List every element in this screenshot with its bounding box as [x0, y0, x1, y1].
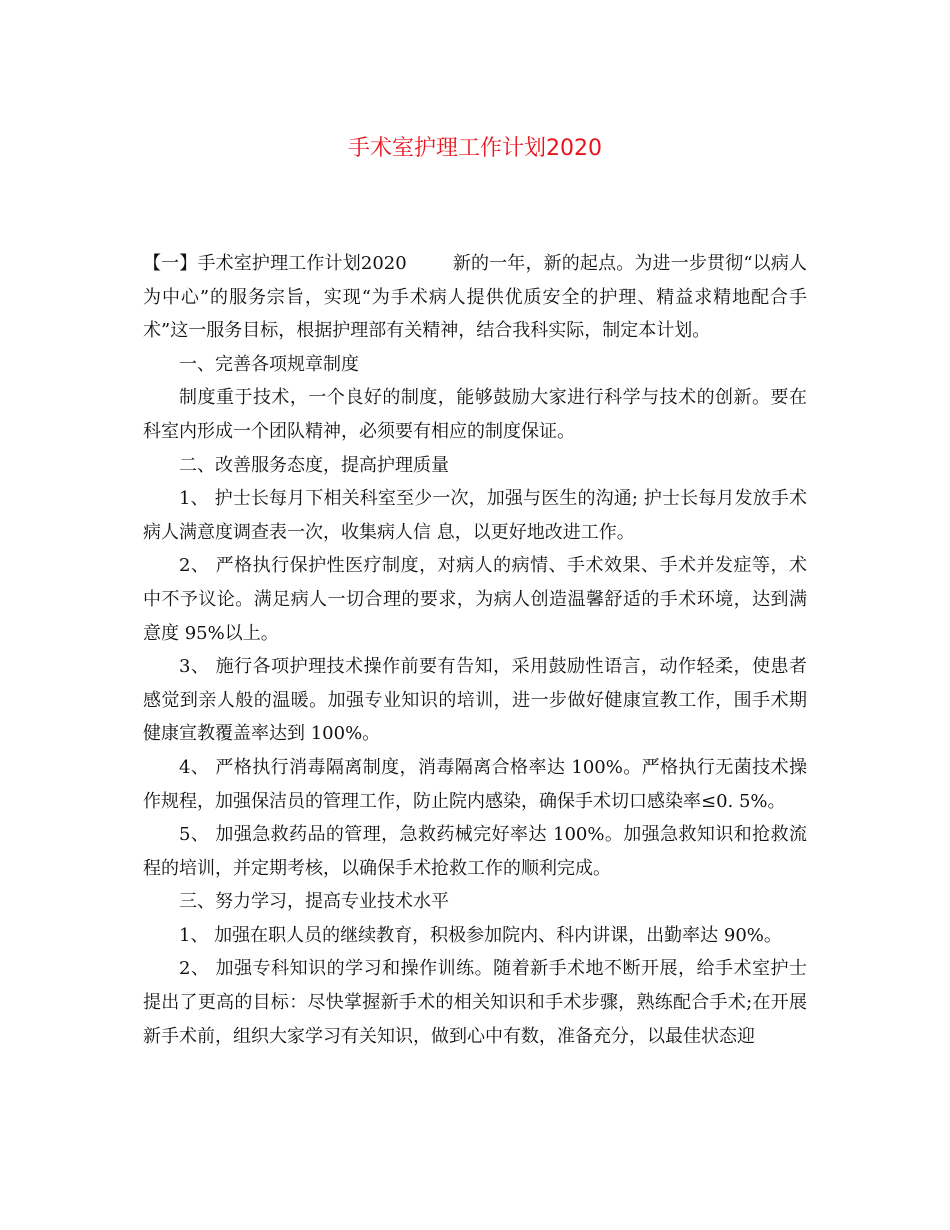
- paragraph: 2、 严格执行保护性医疗制度，对病人的病情、手术效果、手术并发症等，术中不予议论。满足病人一切合理的要求，为病人创造温馨舒适的手术环境，达到满意度 95%以上。: [143, 555, 807, 644]
- intro-heading: 【一】手术室护理工作计划2020: [143, 253, 407, 274]
- section-heading-3: 三、努力学习，提高专业技术水平: [179, 891, 449, 913]
- section-heading-1: 一、完善各项规章制度: [179, 353, 359, 375]
- paragraph: 4、 严格执行消毒隔离制度，消毒隔离合格率达 100%。严格执行无菌技术操作规程，加强保洁员的管理工作，防止院内感染，确保手术切口感染率≤0. 5%。: [143, 756, 807, 812]
- document-title: 手术室护理工作计划2020: [348, 136, 602, 161]
- intro-text: 新的一年，新的起点。为进一步贯彻“以病人为中心”的服务宗旨，实现“为手术病人提供优质安全的护理、精益求精地配合手术”这一服务目标，根据护理部有关精神，结合我科实际，制定本计划。: [143, 253, 808, 342]
- document-body: [143, 247, 807, 1053]
- paragraph: 制度重于技术，一个良好的制度，能够鼓励大家进行科学与技术的创新。要在科室内形成一个团队精神，必须要有相应的制度保证。: [143, 387, 807, 442]
- paragraph: 1、 护士长每月下相关科室至少一次，加强与医生的沟通; 护士长每月发放手术病人满意度调查表一次，收集病人信 息，以更好地改进工作。: [143, 488, 807, 543]
- paragraph: 3、 施行各项护理技术操作前要有告知，采用鼓励性语言，动作轻柔，使患者感觉到亲人般的温暖。加强专业知识的培训，进一步做好健康宣教工作，围手术期健康宣教覆盖率达到 100%。: [143, 656, 807, 745]
- paragraph: 2、 加强专科知识的学习和操作训练。随着新手术地不断开展，给手术室护士提出了更高的目标：尽快掌握新手术的相关知识和手术步骤，熟练配合手术;在开展新手术前，组织大家学习有关知识，做到心中有数，准备充分，以最佳状态迎: [143, 958, 807, 1047]
- paragraph: 1、 加强在职人员的继续教育，积极参加院内、科内讲课，出勤率达 90%。: [179, 924, 782, 946]
- intro-paragraph: [143, 247, 807, 348]
- section-heading-2: 二、改善服务态度，提高护理质量: [179, 454, 449, 476]
- paragraph: 5、 加强急救药品的管理，急救药械完好率达 100%。加强急救知识和抢救流程的培训，并定期考核，以确保手术抢救工作的顺利完成。: [143, 824, 807, 879]
